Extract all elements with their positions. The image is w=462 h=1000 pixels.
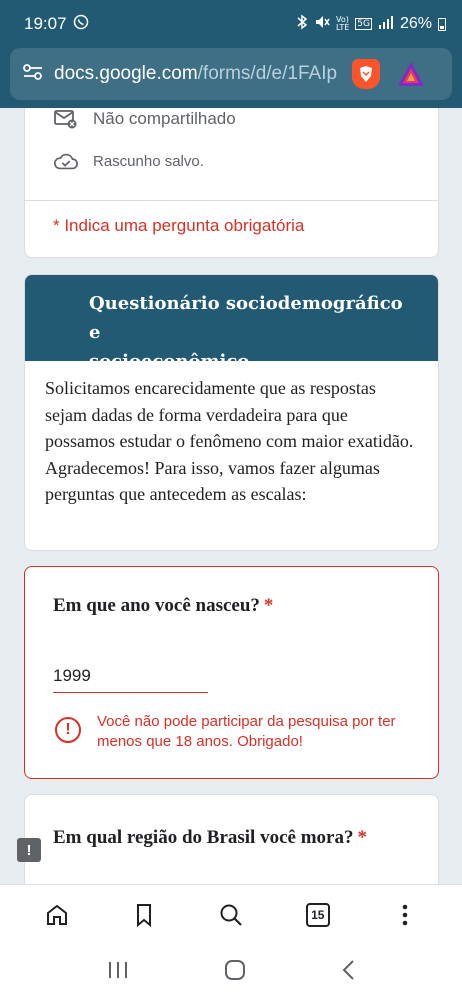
address-bar[interactable] xyxy=(10,48,452,100)
error-message: Você não pode participar da pesquisa por ter menos que 18 anos. Obrigado! xyxy=(97,713,396,750)
report-feedback-icon[interactable]: ! xyxy=(17,838,41,862)
whatsapp-icon xyxy=(73,14,89,34)
back-button[interactable] xyxy=(341,959,355,986)
url-host: docs.google.com xyxy=(54,63,198,84)
question-title-text: Em qual região do Brasil você mora? xyxy=(53,827,354,848)
question-title xyxy=(53,595,273,617)
not-shared-text: Não compartilhado xyxy=(93,109,236,128)
tabs-button[interactable] xyxy=(294,891,342,939)
not-shared-row xyxy=(53,108,236,130)
mail-x-icon xyxy=(53,108,79,130)
required-asterisk: * xyxy=(357,827,367,848)
divider xyxy=(25,200,438,201)
status-time: 19:07 xyxy=(24,14,67,33)
error-icon: ! xyxy=(55,717,81,743)
bookmark-icon xyxy=(133,902,155,928)
search-icon xyxy=(218,902,244,928)
birth-year-input[interactable] xyxy=(53,663,208,693)
page-content[interactable] xyxy=(0,108,462,884)
question-title-text: Em que ano você nasceu? xyxy=(53,595,260,616)
section-card xyxy=(24,274,439,551)
question-birth-year xyxy=(24,566,439,779)
5g-icon: 5G xyxy=(357,19,370,29)
url-text[interactable] xyxy=(54,63,344,85)
section-title-line2: socioeconômico xyxy=(89,351,250,372)
battery-icon xyxy=(438,18,446,31)
browser-toolbar xyxy=(0,884,462,944)
search-button[interactable] xyxy=(207,891,255,939)
section-title-line1: Questionário sociodemográfico e xyxy=(89,293,403,343)
home-button[interactable] xyxy=(33,891,81,939)
bookmark-button[interactable] xyxy=(120,891,168,939)
section-title xyxy=(25,275,438,372)
recents-icon xyxy=(107,960,129,980)
question-title xyxy=(53,827,367,849)
back-icon xyxy=(341,959,355,981)
section-description: Solicitamos encarecidamente que as respostas sejam dadas de forma verdadeira para que possamos estudar o fenômeno com maior exatidão. Agradecemos! Para isso, vamos fazer algumas perguntas que antecedem as escalas: xyxy=(45,378,414,504)
draft-saved-row xyxy=(53,150,204,172)
home-nav-button[interactable] xyxy=(224,959,246,986)
required-note: * Indica uma pergunta obrigatória xyxy=(53,216,305,235)
battery-percent: 26% xyxy=(399,15,432,32)
recents-button[interactable] xyxy=(107,960,129,985)
more-vert-icon xyxy=(401,903,409,927)
draft-saved-text: Rascunho salvo. xyxy=(93,152,204,170)
site-settings-icon[interactable] xyxy=(22,62,44,87)
signal-icon xyxy=(378,15,394,33)
tabs-icon: 15 xyxy=(306,903,330,927)
system-nav-bar xyxy=(0,944,462,1000)
menu-button[interactable] xyxy=(381,891,429,939)
status-bar xyxy=(0,0,462,48)
volte-icon: Vo) LTE xyxy=(335,15,350,32)
home-icon xyxy=(44,902,70,928)
bluetooth-icon xyxy=(296,14,308,34)
brave-shields-icon[interactable] xyxy=(352,59,380,89)
mute-icon xyxy=(314,14,330,34)
url-path: /forms/d/e/1FAIp xyxy=(197,63,338,84)
form-header-card xyxy=(24,108,439,258)
cloud-check-icon xyxy=(53,150,79,172)
required-asterisk: * xyxy=(263,595,274,616)
question-region xyxy=(24,794,439,884)
brave-rewards-icon[interactable] xyxy=(396,60,426,88)
home-nav-icon xyxy=(224,959,246,981)
